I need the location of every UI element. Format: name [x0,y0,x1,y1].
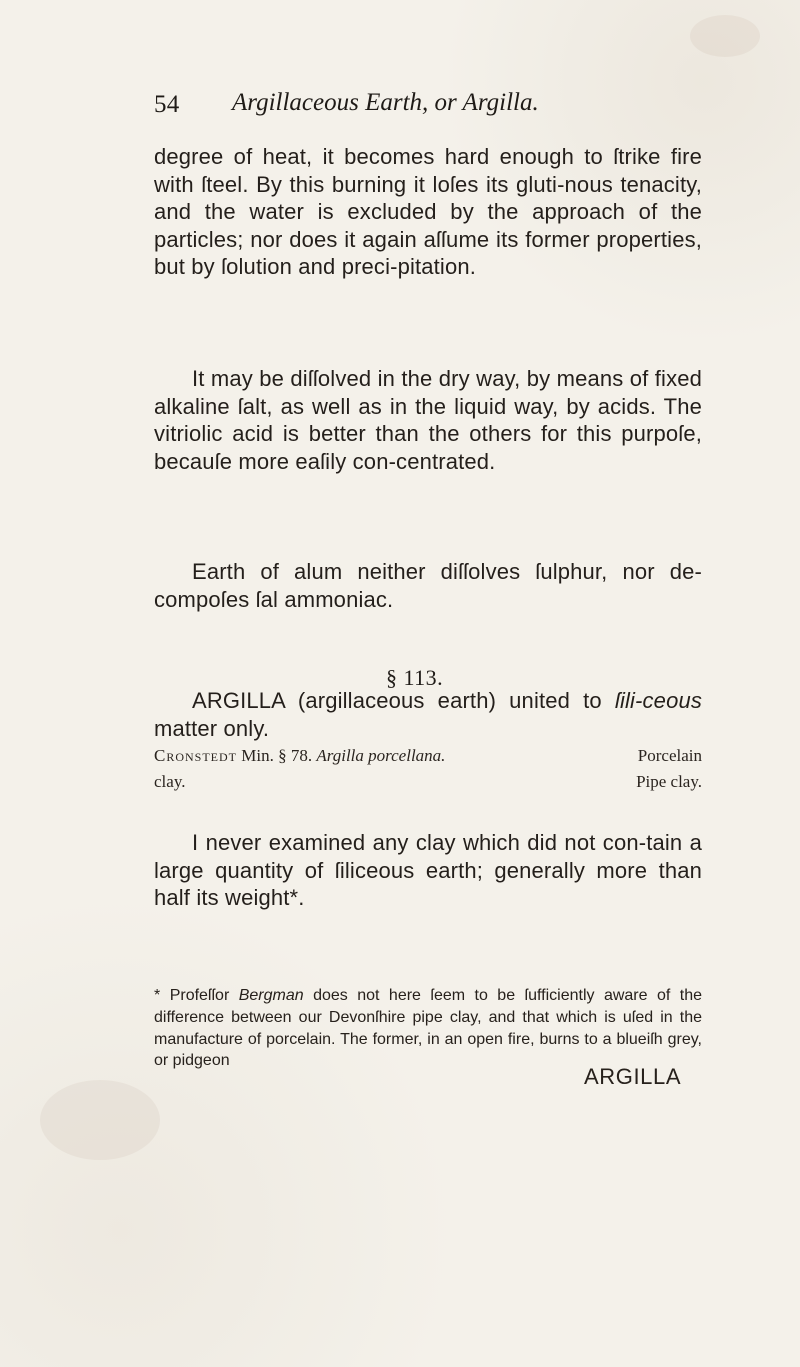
reference-right-1: Porcelain [637,746,702,765]
footnote-text-2: does not here ſeem to be ſufficiently aware of the difference between our Devonſhire pipe clay, and that which is uſed in the manufacture of porcelain. The former, in an open fire, burns to a blueiſh grey, or pidgeon [154,987,703,1070]
footnote-marker: * [154,987,170,1004]
footnote-name: Bergman [238,987,304,1004]
reference-left-2: clay. [154,772,186,791]
paragraph-5: I never examined any clay which did not con-tain a large quantity of ſiliceous earth; generally more than half its weight*. [154,830,702,910]
paragraph-1: degree of heat, it becomes hard enough to ſtrike fire with ſteel. By this burning it loſes its gluti-nous tenacity, and the water is excluded by the approach of the particles; nor does it again aſſume its former properties, but by ſolution and preci-pitation. [154,144,702,279]
paragraph-4-start: ARGILLA (argillaceous earth) united to [192,688,615,713]
reference-latin-name: Argilla porcellana. [316,746,446,765]
footnote [154,985,702,1072]
paragraph-4-end: matter only. [154,715,270,741]
page-number: 54 [154,91,180,118]
paper-stain [690,15,760,57]
reference-work: Min. § 78. [237,746,317,765]
reference-left-1 [154,743,445,769]
paper-stain [40,1080,160,1160]
catchword: ARGILLA [584,1064,682,1089]
reference-right-2: Pipe clay. [636,772,702,791]
paragraph-2: It may be diſſolved in the dry way, by means of fixed alkaline ſalt, as well as in the liquid way, by acids. The vitriolic acid is better than the others for this purpoſe, becauſe more eaſily con-centrated. [154,366,702,474]
paragraph-3: Earth of alum neither diſſolves ſulphur, nor de-compoſes ſal ammoniac. [154,559,702,612]
footnote-text-1: Profeſſor [169,987,239,1004]
paragraph-4-italic: ſili-ceous [614,688,702,713]
running-title: Argillaceous Earth, or Argilla. [232,89,539,116]
page-header [154,89,664,123]
reference-author: Cronstedt [154,746,238,765]
paragraph-4 [154,687,702,742]
section-number: § 113. [386,665,444,690]
